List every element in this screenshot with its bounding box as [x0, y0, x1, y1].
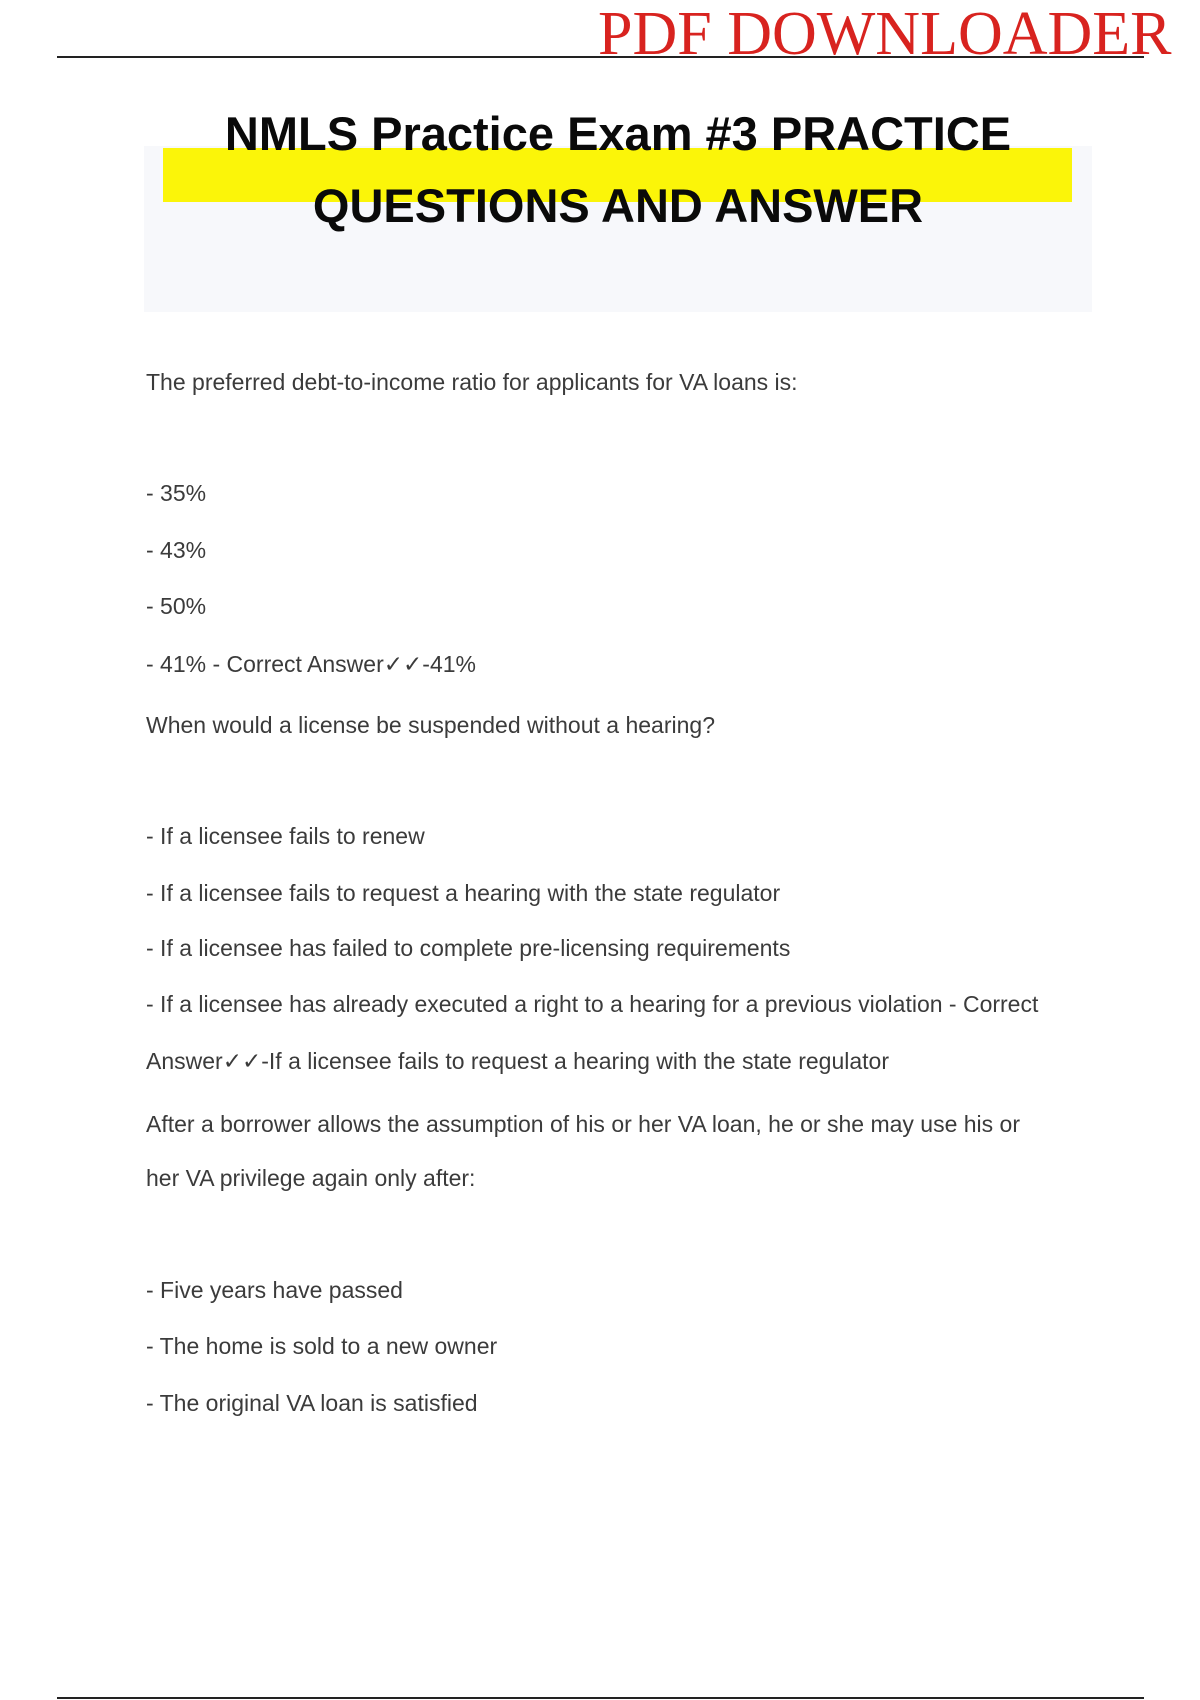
- question-2: When would a license be suspended without a hearing?: [146, 712, 715, 738]
- q3-option-3: - The original VA loan is satisfied: [146, 1390, 478, 1416]
- question-1: The preferred debt-to-income ratio for applicants for VA loans is:: [146, 369, 798, 395]
- q3-option-2: - The home is sold to a new owner: [146, 1333, 498, 1359]
- q2-option-2: - If a licensee fails to request a hearing with the state regulator: [146, 880, 781, 906]
- q2-option-4: - If a licensee has already executed a right to a hearing for a previous violation - Correct: [146, 991, 1039, 1017]
- q3-option-1: - Five years have passed: [146, 1277, 403, 1303]
- q2-option-1: - If a licensee fails to renew: [146, 823, 425, 849]
- q1-option-2: - 43%: [146, 537, 207, 563]
- q1-option-3: - 50%: [146, 593, 207, 619]
- q2-correct-answer: Answer✓✓-If a licensee fails to request a hearing with the state regulator: [146, 1048, 889, 1074]
- document-title: NMLS Practice Exam #3 PRACTICE QUESTIONS AND ANSWER: [224, 107, 1012, 232]
- question-3-line-2: her VA privilege again only after:: [146, 1165, 476, 1191]
- pdf-downloader-watermark: PDF DOWNLOADER: [598, 0, 1172, 68]
- question-3-line-1: After a borrower allows the assumption of his or her VA loan, he or she may use his or: [146, 1111, 1020, 1137]
- q1-option-1: - 35%: [146, 480, 207, 506]
- header-rule: [57, 56, 1144, 58]
- q1-option-4-correct: - 41% - Correct Answer✓✓-41%: [146, 651, 476, 677]
- q2-option-3: - If a licensee has failed to complete pre-licensing requirements: [146, 935, 791, 961]
- footer-rule: [57, 1697, 1144, 1699]
